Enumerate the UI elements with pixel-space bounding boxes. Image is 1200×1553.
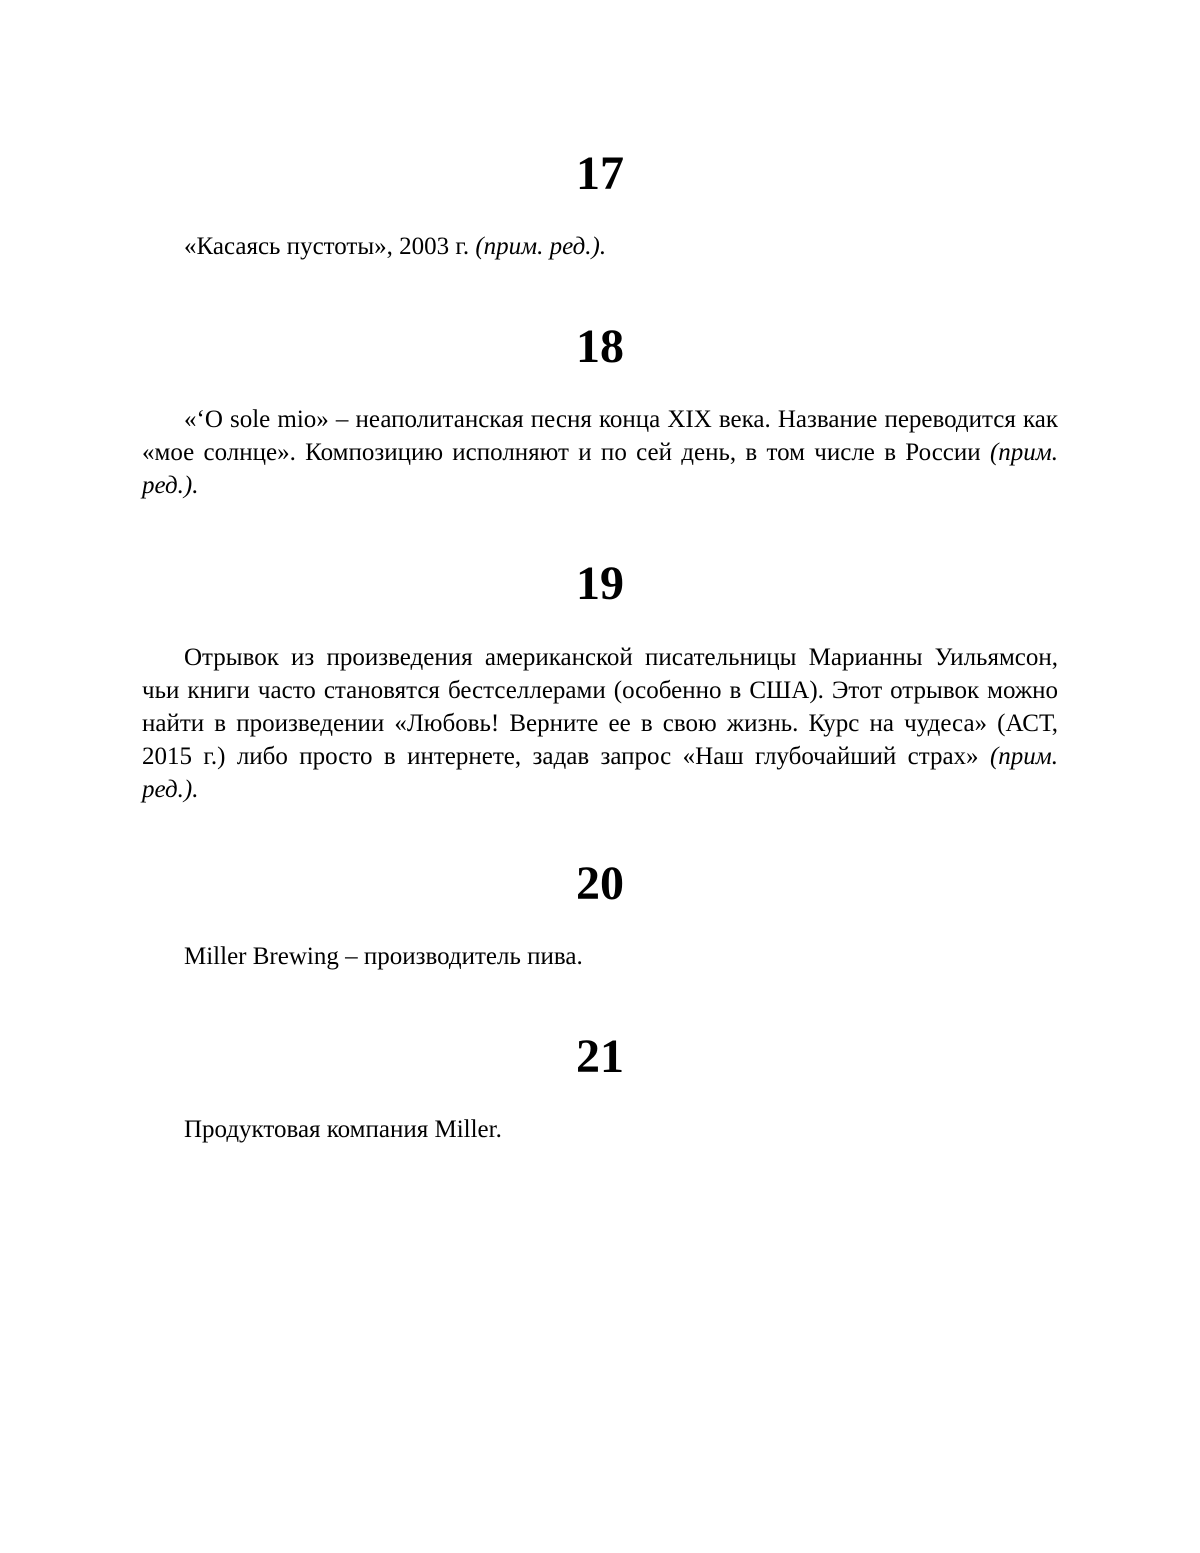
footnote-text bbox=[142, 230, 1058, 263]
footnote-19 bbox=[142, 557, 1058, 806]
footnote-text bbox=[142, 641, 1058, 806]
footnote-body: Продуктовая компания Miller. bbox=[184, 1116, 502, 1143]
footnote-text bbox=[142, 403, 1058, 502]
editor-note: (прим. ред.). bbox=[142, 743, 1058, 803]
footnote-18 bbox=[142, 320, 1058, 502]
footnote-number: 19 bbox=[576, 557, 624, 610]
editor-note: (прим. ред.). bbox=[475, 233, 607, 260]
editor-note: (прим. ред.). bbox=[142, 439, 1058, 499]
footnote-17 bbox=[142, 147, 1058, 263]
footnote-text bbox=[142, 940, 1058, 973]
footnote-text bbox=[142, 1113, 1058, 1146]
footnote-20 bbox=[142, 857, 1058, 973]
footnote-number: 21 bbox=[576, 1030, 624, 1083]
footnote-number: 20 bbox=[576, 857, 624, 910]
footnote-number: 18 bbox=[576, 320, 624, 373]
footnote-body: Miller Brewing – производитель пива. bbox=[184, 943, 583, 970]
footnote-body: «Касаясь пустоты», 2003 г. bbox=[184, 233, 476, 260]
footnote-body: Отрывок из произведения американской писательницы Марианны Уильямсон, чьи книги часто становятся бестселлерами (особенно в США). Этот отрывок можно найти в произведении «Любовь! Верните ее в свою жизнь. Курс на чудеса» (АСТ, 2015 г.) либо просто в интернете, задав запрос «Наш глубочайший страх» bbox=[142, 644, 1058, 770]
footnote-21 bbox=[142, 1030, 1058, 1146]
footnote-number: 17 bbox=[576, 147, 624, 200]
footnote-body: «‘O sole mio» – неаполитанская песня конца XIX века. Название переводится как «мое солнце». Композицию исполняют и по сей день, в том числе в России bbox=[142, 406, 1058, 466]
